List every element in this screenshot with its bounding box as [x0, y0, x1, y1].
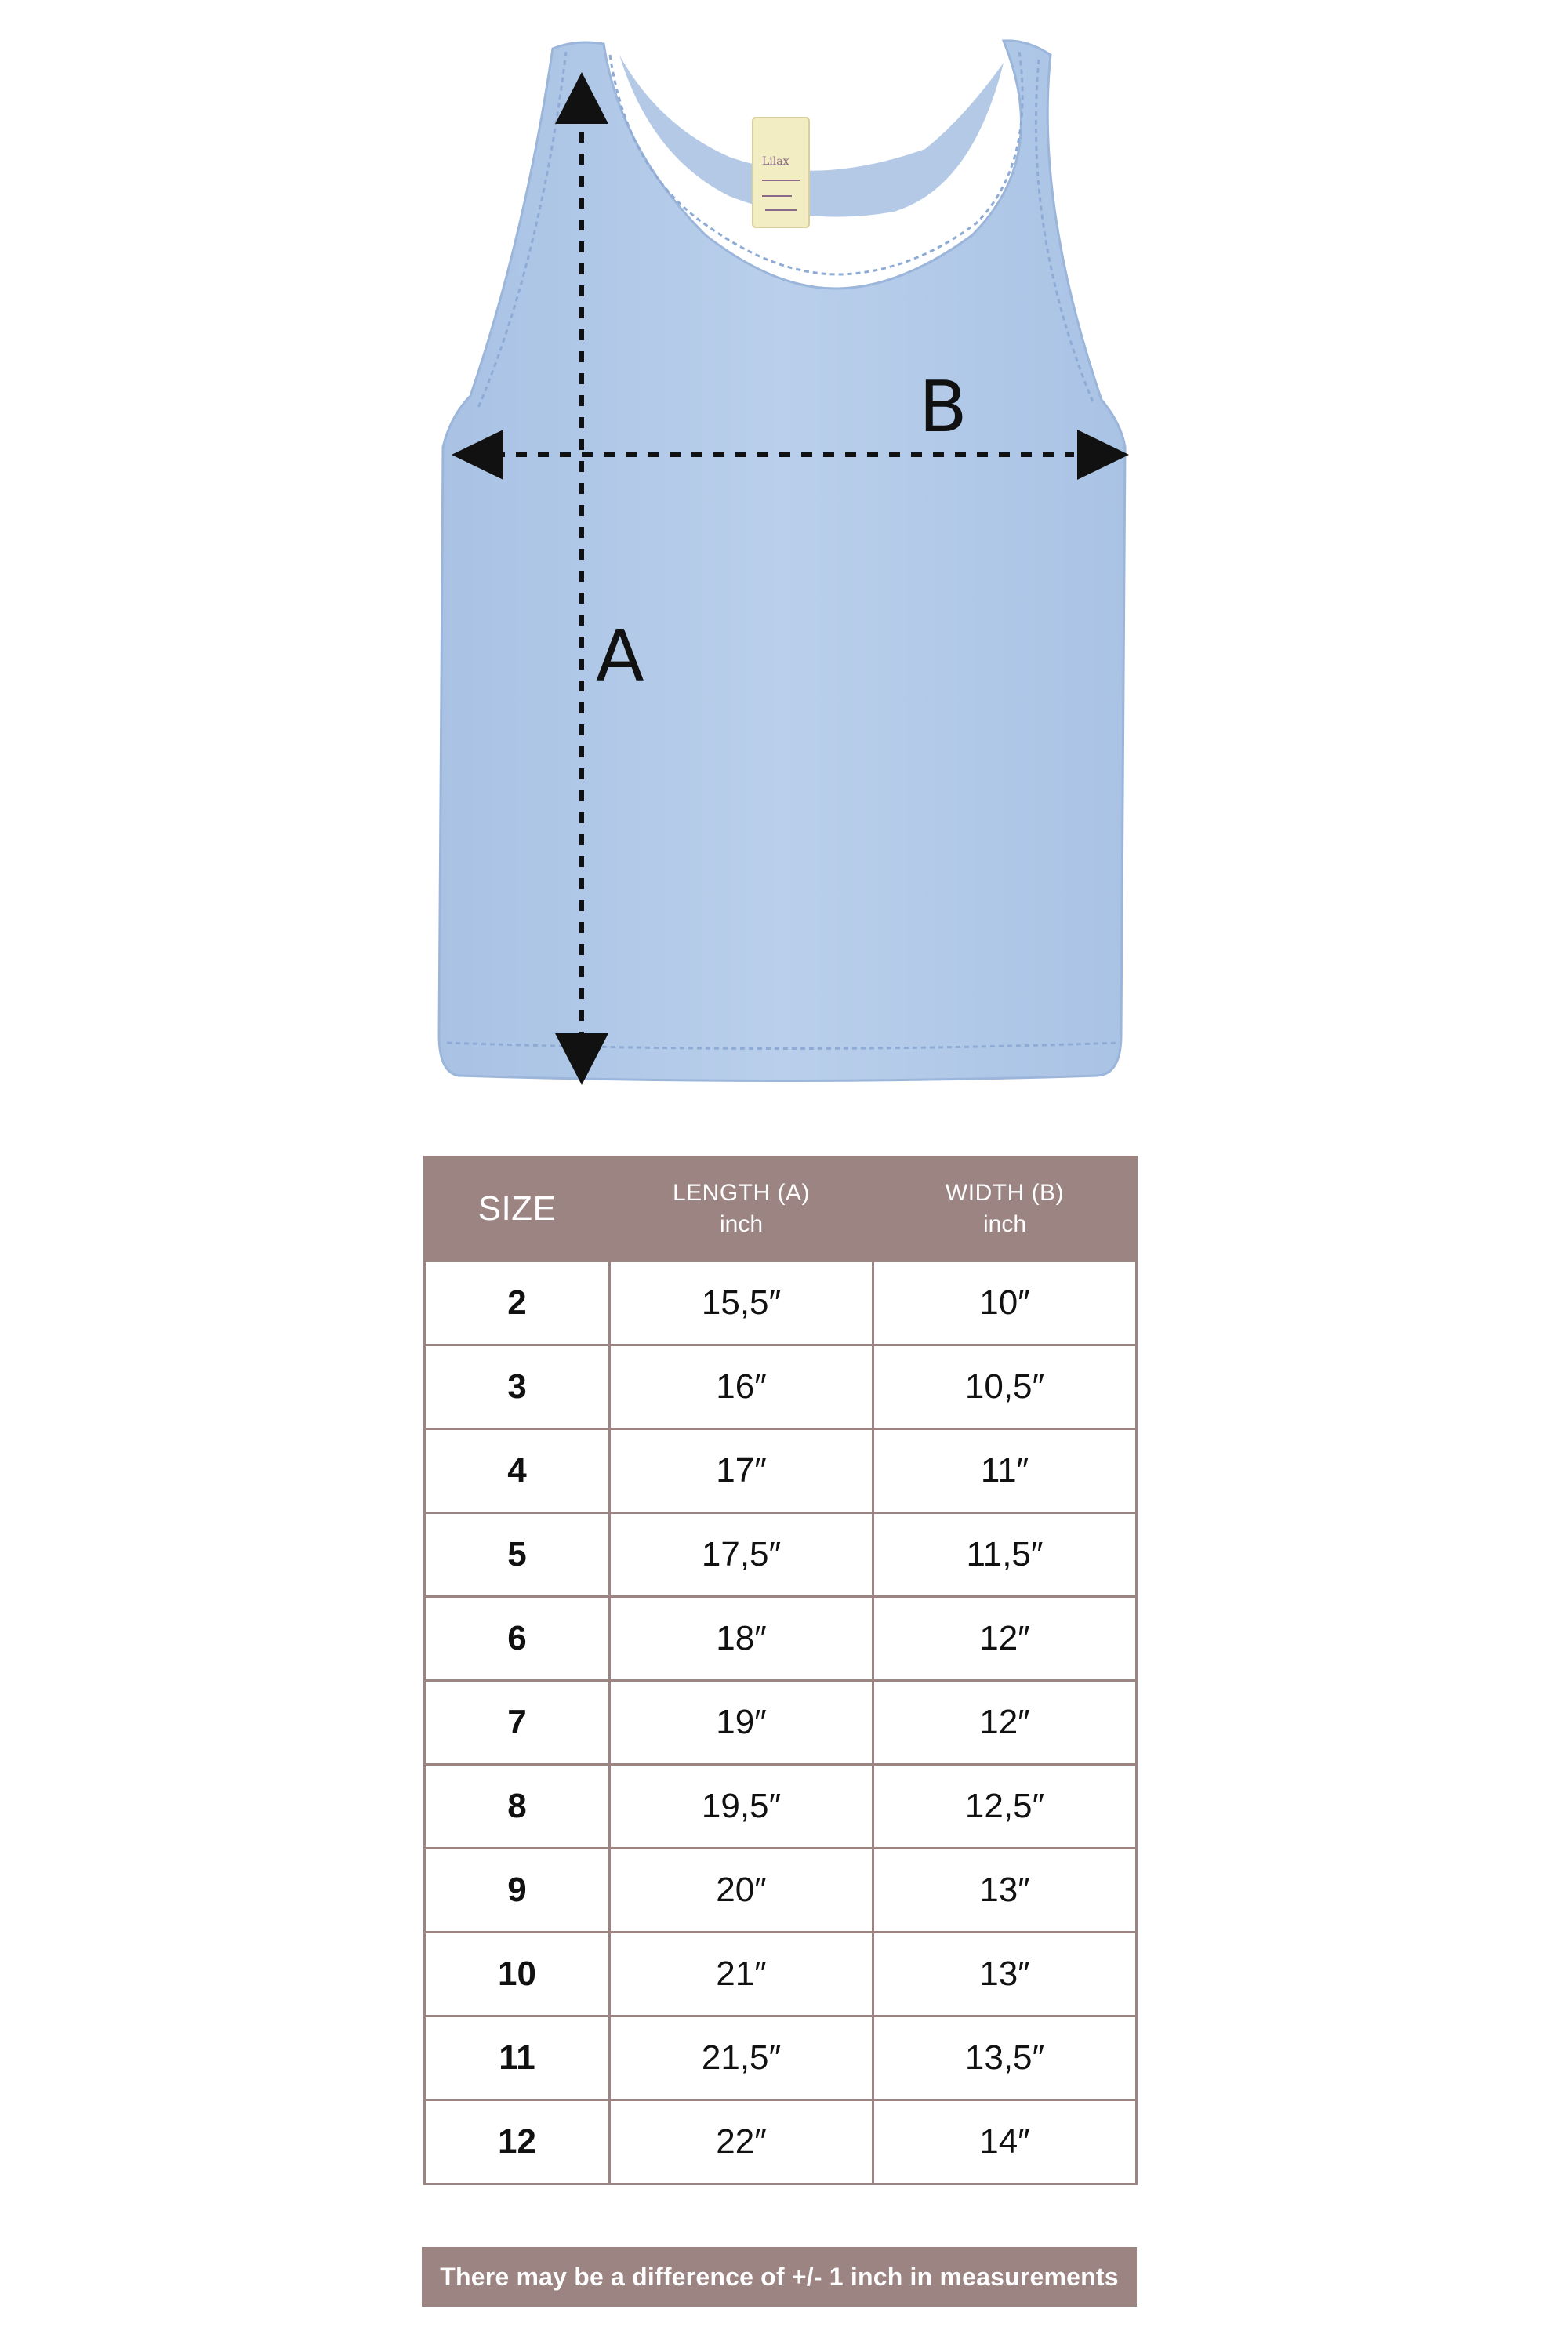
length-cell: 19″	[610, 1681, 873, 1765]
table-row	[425, 1513, 1137, 1597]
width-cell: 13″	[873, 1849, 1137, 1933]
label-b: B	[919, 366, 967, 448]
length-cell: 16″	[610, 1345, 873, 1429]
table-row	[425, 1429, 1137, 1513]
size-cell: 4	[425, 1429, 610, 1513]
table-row	[425, 1765, 1137, 1849]
header-width: WIDTH (B) inch	[873, 1157, 1137, 1261]
length-cell: 18″	[610, 1597, 873, 1681]
tank-top-neck-back	[619, 55, 1004, 217]
length-cell: 19,5″	[610, 1765, 873, 1849]
width-cell: 14″	[873, 2100, 1137, 2184]
table-row	[425, 1681, 1137, 1765]
size-cell: 3	[425, 1345, 610, 1429]
header-size: SIZE	[425, 1157, 610, 1261]
size-chart	[423, 1156, 1135, 2185]
table-row	[425, 2100, 1137, 2184]
table-row	[425, 1849, 1137, 1933]
size-chart-table	[423, 1156, 1138, 2185]
size-cell: 12	[425, 2100, 610, 2184]
size-cell: 8	[425, 1765, 610, 1849]
label-a: A	[596, 615, 644, 698]
table-row	[425, 1261, 1137, 1345]
size-cell: 2	[425, 1261, 610, 1345]
length-cell: 20″	[610, 1849, 873, 1933]
header-length: LENGTH (A) inch	[610, 1157, 873, 1261]
table-row	[425, 1345, 1137, 1429]
size-cell: 10	[425, 1933, 610, 2016]
width-cell: 12″	[873, 1681, 1137, 1765]
length-cell: 21″	[610, 1933, 873, 2016]
size-cell: 6	[425, 1597, 610, 1681]
length-cell: 17,5″	[610, 1513, 873, 1597]
length-cell: 15,5″	[610, 1261, 873, 1345]
width-cell: 11,5″	[873, 1513, 1137, 1597]
size-chart-header-row	[425, 1157, 1137, 1261]
width-cell: 11″	[873, 1429, 1137, 1513]
table-row	[425, 1597, 1137, 1681]
size-cell: 5	[425, 1513, 610, 1597]
size-cell: 11	[425, 2016, 610, 2100]
care-label	[753, 118, 809, 227]
width-cell: 10,5″	[873, 1345, 1137, 1429]
size-cell: 7	[425, 1681, 610, 1765]
measurement-disclaimer: There may be a difference of +/- 1 inch in measurements	[422, 2247, 1137, 2307]
width-cell: 12,5″	[873, 1765, 1137, 1849]
tank-top-measurement-diagram	[0, 0, 1568, 1113]
width-cell: 12″	[873, 1597, 1137, 1681]
width-cell: 10″	[873, 1261, 1137, 1345]
table-row	[425, 2016, 1137, 2100]
size-cell: 9	[425, 1849, 610, 1933]
length-cell: 22″	[610, 2100, 873, 2184]
length-cell: 21,5″	[610, 2016, 873, 2100]
svg-text:Lilax: Lilax	[762, 155, 789, 168]
length-cell: 17″	[610, 1429, 873, 1513]
width-cell: 13,5″	[873, 2016, 1137, 2100]
width-cell: 13″	[873, 1933, 1137, 2016]
table-row	[425, 1933, 1137, 2016]
